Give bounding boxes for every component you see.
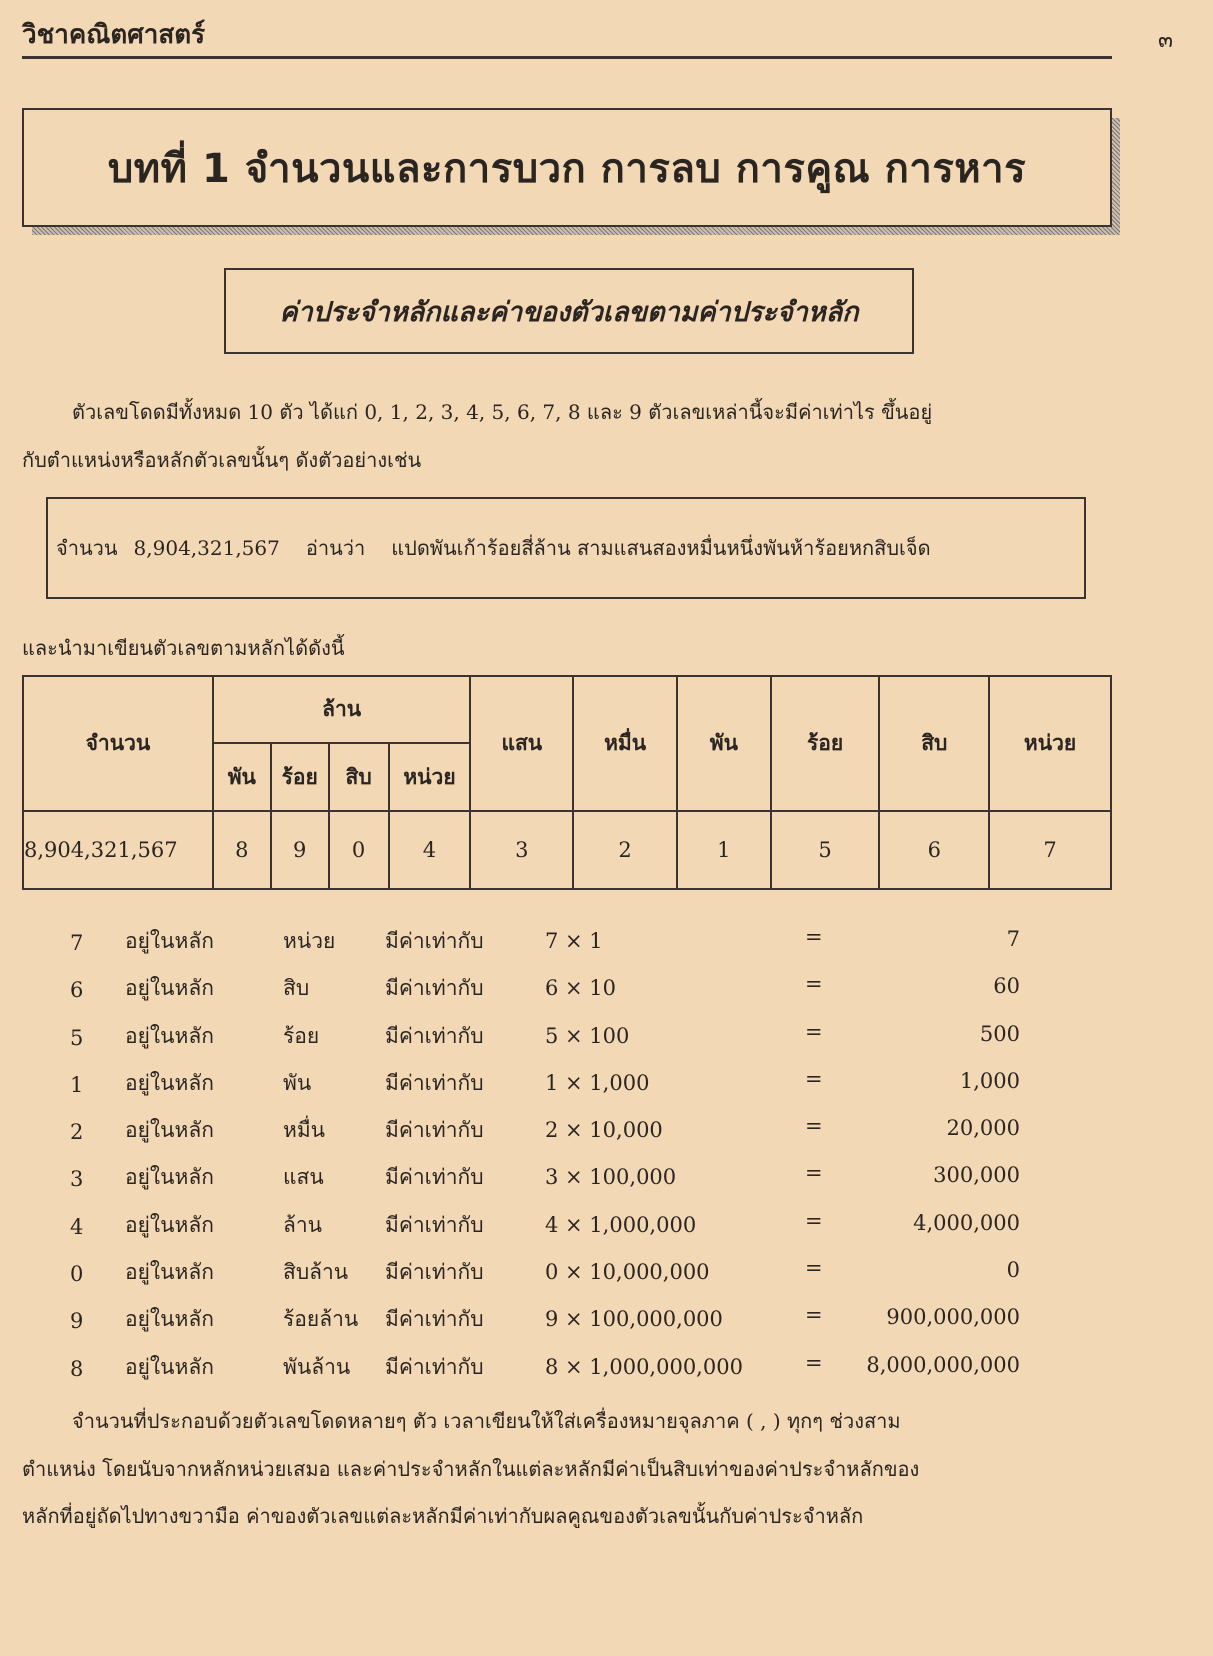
place-value-place: พัน — [283, 1070, 312, 1095]
place-value-sign: = — [805, 1066, 823, 1091]
place-value-value: 300,000 — [933, 1163, 1020, 1188]
chapter-title: บทที่ 1 จำนวนและการบวก การลบ การคูณ การหาร — [22, 108, 1112, 227]
header-tens: สิบ — [879, 676, 989, 811]
cell-digit: 4 — [389, 811, 471, 889]
place-value-in: อยู่ในหลัก — [125, 929, 214, 953]
place-value-expr: 4 × 1,000,000 — [545, 1212, 697, 1237]
place-value-eq: มีค่าเท่ากับ — [385, 1023, 484, 1048]
place-value-expr: 8 × 1,000,000,000 — [545, 1354, 743, 1379]
place-value-value: 20,000 — [946, 1116, 1020, 1141]
place-value-row — [0, 1303, 1213, 1350]
place-value-row — [0, 972, 1213, 1019]
cell-digit: 7 — [989, 811, 1111, 889]
place-value-expr: 3 × 100,000 — [545, 1165, 677, 1190]
place-value-eq: มีค่าเท่ากับ — [385, 1070, 484, 1095]
header-number: จำนวน — [23, 676, 213, 811]
place-value-table — [22, 675, 1112, 890]
place-value-place: แสน — [283, 1165, 324, 1190]
place-value-expr: 7 × 1 — [545, 929, 603, 953]
place-value-place: หมื่น — [283, 1118, 326, 1143]
place-value-sign: = — [805, 1019, 823, 1044]
place-value-place: หน่วย — [283, 929, 336, 953]
header-billions: พัน — [213, 743, 271, 811]
place-value-in: อยู่ในหลัก — [125, 1307, 214, 1332]
place-value-in: อยู่ในหลัก — [125, 1023, 214, 1048]
cell-number: 8,904,321,567 — [23, 811, 213, 889]
place-value-eq: มีค่าเท่ากับ — [385, 1212, 484, 1237]
table-intro: และนำมาเขียนตัวเลขตามหลักได้ดังนี้ — [22, 636, 345, 660]
place-value-row — [0, 1114, 1213, 1161]
place-value-in: อยู่ในหลัก — [125, 1118, 214, 1143]
cell-digit: 0 — [329, 811, 389, 889]
place-value-place: สิบ — [283, 976, 310, 1001]
place-value-sign: = — [805, 925, 823, 949]
example-label: จำนวน — [56, 536, 118, 560]
place-value-in: อยู่ในหลัก — [125, 976, 214, 1001]
section-title: ค่าประจำหลักและค่าของตัวเลขตามค่าประจำหลัก — [224, 268, 914, 354]
place-value-expr: 2 × 10,000 — [545, 1118, 663, 1143]
place-value-sign: = — [805, 1256, 823, 1281]
place-value-digit: 9 — [70, 1309, 84, 1334]
header-millions: หน่วย — [389, 743, 471, 811]
place-value-eq: มีค่าเท่ากับ — [385, 1307, 484, 1332]
conclusion-line-2: ตำแหน่ง โดยนับจากหลักหน่วยเสมอ และค่าประจำหลักในแต่ละหลักมีค่าเป็นสิบเท่าของค่าประจำหลักของ — [22, 1457, 920, 1481]
place-value-digit: 7 — [70, 931, 84, 955]
place-value-list — [0, 925, 1213, 1398]
place-value-eq: มีค่าเท่ากับ — [385, 1118, 484, 1143]
place-value-value: 60 — [993, 974, 1020, 999]
place-value-eq: มีค่าเท่ากับ — [385, 1260, 484, 1285]
conclusion-line-1: จำนวนที่ประกอบด้วยตัวเลขโดดหลายๆ ตัว เวลาเขียนให้ใส่เครื่องหมายจุลภาค ( , ) ทุกๆ ช่วงสาม — [72, 1409, 901, 1433]
place-value-digit: 3 — [70, 1167, 84, 1192]
header-rule — [22, 56, 1112, 59]
example-words: แปดพันเก้าร้อยสี่ล้าน สามแสนสองหมื่นหนึ่งพันห้าร้อยหกสิบเจ็ด — [391, 536, 931, 560]
place-value-in: อยู่ในหลัก — [125, 1165, 214, 1190]
cell-digit: 9 — [271, 811, 329, 889]
place-value-digit: 2 — [70, 1120, 84, 1145]
place-value-value: 1,000 — [959, 1068, 1020, 1093]
place-value-in: อยู่ในหลัก — [125, 1260, 214, 1285]
place-value-eq: มีค่าเท่ากับ — [385, 1354, 484, 1379]
place-value-value: 500 — [979, 1021, 1020, 1046]
place-value-in: อยู่ในหลัก — [125, 1354, 214, 1379]
cell-digit: 2 — [573, 811, 677, 889]
place-value-place: พันล้าน — [283, 1354, 351, 1379]
place-value-digit: 4 — [70, 1214, 84, 1239]
place-value-row — [0, 925, 1213, 972]
header-hundred-millions: ร้อย — [271, 743, 329, 811]
place-value-expr: 6 × 10 — [545, 976, 617, 1001]
place-value-row — [0, 1020, 1213, 1067]
place-value-digit: 5 — [70, 1025, 84, 1050]
place-value-place: สิบล้าน — [283, 1260, 349, 1285]
place-value-row — [0, 1161, 1213, 1208]
place-value-expr: 0 × 10,000,000 — [545, 1260, 710, 1285]
place-value-sign: = — [805, 972, 823, 997]
example-number: 8,904,321,567 — [133, 536, 280, 560]
place-value-sign: = — [805, 1208, 823, 1233]
place-value-row — [0, 1067, 1213, 1114]
place-value-value: 7 — [1006, 927, 1020, 951]
cell-digit: 1 — [677, 811, 771, 889]
place-value-eq: มีค่าเท่ากับ — [385, 1165, 484, 1190]
place-value-digit: 0 — [70, 1262, 84, 1287]
running-header-subject: วิชาคณิตศาสตร์ — [22, 20, 206, 50]
place-value-value: 900,000,000 — [886, 1305, 1020, 1330]
place-value-eq: มีค่าเท่ากับ — [385, 976, 484, 1001]
header-million: ล้าน — [213, 676, 471, 743]
place-value-expr: 5 × 100 — [545, 1023, 630, 1048]
place-value-expr: 1 × 1,000 — [545, 1070, 650, 1095]
intro-line-2: กับตำแหน่งหรือหลักตัวเลขนั้นๆ ดังตัวอย่างเช่น — [22, 448, 422, 472]
place-value-sign: = — [805, 1114, 823, 1139]
place-value-sign: = — [805, 1350, 823, 1375]
place-value-sign: = — [805, 1161, 823, 1186]
example-reads: อ่านว่า — [305, 536, 366, 560]
cell-digit: 6 — [879, 811, 989, 889]
place-value-place: ร้อย — [283, 1023, 320, 1048]
place-value-value: 8,000,000,000 — [866, 1352, 1020, 1377]
place-value-place: ล้าน — [283, 1212, 323, 1237]
place-value-in: อยู่ในหลัก — [125, 1212, 214, 1237]
place-value-expr: 9 × 100,000,000 — [545, 1307, 723, 1332]
page-number: ๓ — [1157, 28, 1173, 53]
header-hundred-thousands: แสน — [470, 676, 573, 811]
place-value-value: 0 — [1006, 1258, 1020, 1283]
header-hundreds: ร้อย — [771, 676, 880, 811]
place-value-sign: = — [805, 1303, 823, 1328]
header-thousands: พัน — [677, 676, 771, 811]
place-value-row — [0, 1351, 1213, 1398]
place-value-row — [0, 1209, 1213, 1256]
place-value-in: อยู่ในหลัก — [125, 1070, 214, 1095]
cell-digit: 3 — [470, 811, 573, 889]
example-box — [46, 497, 1086, 599]
place-value-digit: 1 — [70, 1072, 84, 1097]
place-value-eq: มีค่าเท่ากับ — [385, 929, 484, 953]
conclusion-line-3: หลักที่อยู่ถัดไปทางขวามือ ค่าของตัวเลขแต่ละหลักมีค่าเท่ากับผลคูณของตัวเลขนั้นกับค่าประจำหลัก — [22, 1504, 864, 1528]
cell-digit: 5 — [771, 811, 880, 889]
header-units: หน่วย — [989, 676, 1111, 811]
intro-line-1: ตัวเลขโดดมีทั้งหมด 10 ตัว ได้แก่ 0, 1, 2, 3, 4, 5, 6, 7, 8 และ 9 ตัวเลขเหล่านี้จะมีค่าเท่าไร ขึ้นอยู่ — [72, 400, 933, 424]
header-ten-thousands: หมื่น — [573, 676, 677, 811]
cell-digit: 8 — [213, 811, 271, 889]
place-value-digit: 6 — [70, 978, 84, 1003]
place-value-row — [0, 1256, 1213, 1303]
place-value-digit: 8 — [70, 1356, 84, 1381]
header-ten-millions: สิบ — [329, 743, 389, 811]
place-value-place: ร้อยล้าน — [283, 1307, 359, 1332]
place-value-value: 4,000,000 — [913, 1210, 1020, 1235]
